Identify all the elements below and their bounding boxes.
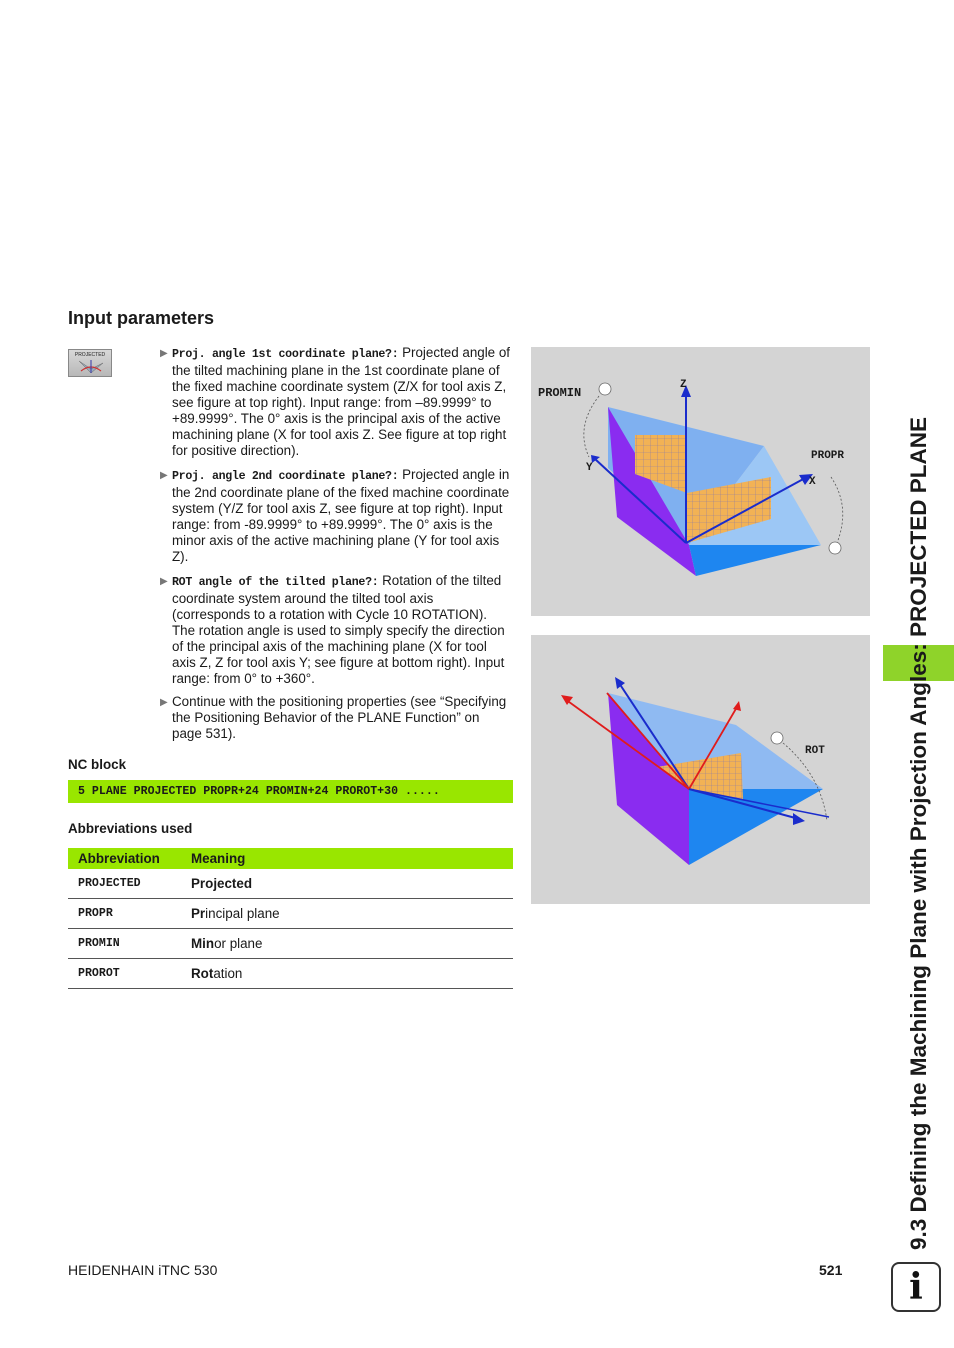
table-row [68, 869, 513, 899]
bullet-arrow-icon: ▶ [160, 697, 168, 708]
label-promin: PROMIN [538, 386, 582, 400]
label-z-axis: Z [680, 379, 687, 391]
nc-block-heading: NC block [68, 757, 127, 772]
bullet-arrow-icon: ▶ [160, 470, 168, 481]
column-header-abbreviation: Abbreviation [68, 848, 181, 869]
meaning-cell [181, 929, 513, 959]
param-description: Rotation of the tilted coordinate system around the tilted tool axis (corresponds to a rotation with Cycle 10 ROTATION). The rotation angle is used to simply specify the direction of the principal axis of the machining plane (X for tool axis Z, Z for tool axis Y; see figure at bottom right). Input range: from 0° to +360°. [172, 573, 505, 686]
abbr-cell: PROROT [68, 959, 181, 989]
softkey-label: PROJECTED [74, 352, 106, 358]
param-prompt: Proj. angle 2nd coordinate plane?: [172, 470, 399, 483]
meaning-cell [181, 899, 513, 929]
meaning-bold: Min [191, 936, 215, 951]
param-description: Projected angle in the 2nd coordinate plane of the fixed machine coordinate system (Y/Z for tool axis Z, see figure at top right). Input range: from -89.9999° to +89.9999°. The 0° axis is the minor axis of the active machining plane (Y for tool axis Z). [172, 467, 510, 564]
nc-block-code: 5 PLANE PROJECTED PROPR+24 PROMIN+24 PROROT+30 ..... [68, 780, 513, 803]
info-icon[interactable] [891, 1262, 941, 1312]
param-continue [160, 694, 512, 742]
meaning-cell [181, 959, 513, 989]
table-row [68, 959, 513, 989]
abbr-cell: PROJECTED [68, 869, 181, 899]
label-x-axis: X [809, 476, 816, 488]
meaning-bold: Rot [191, 966, 214, 981]
figure-rotation-angle [531, 635, 870, 904]
abbr-cell: PROMIN [68, 929, 181, 959]
param-prompt: ROT angle of the tilted plane?: [172, 576, 379, 589]
meaning-bold: Projected [191, 876, 253, 891]
page-number: 521 [819, 1262, 843, 1278]
info-glyph: i [909, 1266, 923, 1308]
meaning-rest: ation [213, 966, 243, 981]
bullet-arrow-icon: ▶ [160, 576, 168, 587]
meaning-cell [181, 869, 513, 899]
footer-product: HEIDENHAIN iTNC 530 [68, 1262, 218, 1278]
param-prompt: Proj. angle 1st coordinate plane?: [172, 348, 399, 361]
label-y-axis: Y [586, 462, 593, 474]
meaning-rest: or plane [214, 936, 263, 951]
figure-projection-angles [531, 347, 870, 616]
bullet-arrow-icon: ▶ [160, 348, 168, 359]
meaning-rest: incipal plane [205, 906, 280, 921]
label-rot: ROT [805, 745, 825, 757]
label-propr: PROPR [811, 450, 845, 462]
param-rot-angle [160, 573, 512, 687]
param-proj-angle-2 [160, 467, 512, 565]
vertical-chapter-title: 9.3 Defining the Machining Plane with Projection Angles: PROJECTED PLANE [906, 416, 931, 1250]
abbr-cell: PROPR [68, 899, 181, 929]
section-heading: Input parameters [68, 308, 215, 328]
param-proj-angle-1 [160, 345, 512, 459]
table-row [68, 929, 513, 959]
abbreviations-table [68, 848, 513, 989]
abbreviations-heading: Abbreviations used [68, 821, 193, 836]
param-description: Continue with the positioning properties (see “Specifying the Positioning Behavior of the PLANE Function” on page 531). [172, 694, 507, 741]
param-description: Projected angle of the tilted machining plane in the 1st coordinate plane of the fixed machine coordinate system (Z/X for tool axis Z, see figure at top right). Input range: from –89.9999° to +89.9999°. The 0° axis is the principal axis of the active machining plane (X for tool axis Z. See figure at top right for positive direction). [172, 345, 511, 458]
column-header-meaning: Meaning [181, 848, 513, 869]
table-row [68, 899, 513, 929]
projected-softkey-icon [68, 349, 112, 377]
meaning-bold: Pr [191, 906, 206, 921]
